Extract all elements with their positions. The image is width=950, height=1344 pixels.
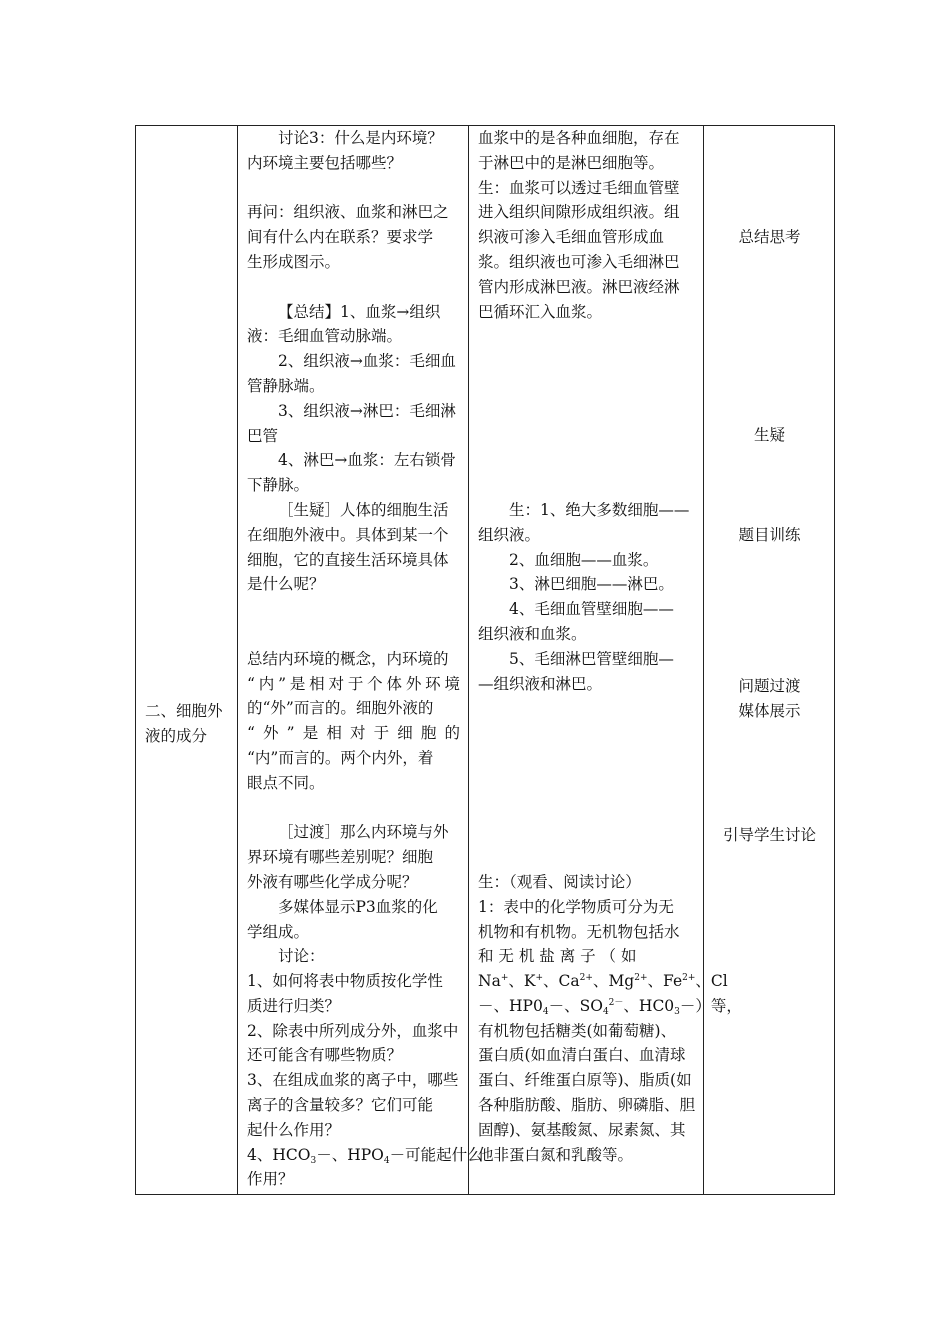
discussion-item: 1、如何将表中物质按化学性 bbox=[247, 972, 443, 991]
discussion-3-line: 讨论3：什么是内环境？ bbox=[278, 129, 443, 147]
student-answer-line: 巴循环汇入血浆。 bbox=[478, 302, 603, 321]
concept-line: 眼点不同。 bbox=[247, 773, 325, 792]
teacher-activity-cell bbox=[237, 126, 483, 1192]
doubt-line: 是什么呢？ bbox=[247, 575, 325, 594]
discussion-item: 4、$HCO_3-$、$HPO_4-$可能起什么 bbox=[247, 1145, 483, 1166]
followup-question-line: 再问：组织液、血浆和淋巴之 bbox=[247, 203, 449, 222]
student-answer-line: 有机物包括糖类(如葡萄糖)、 bbox=[478, 1021, 677, 1040]
intent-label: 题目训练 bbox=[738, 526, 801, 544]
discussion-title: 讨论： bbox=[278, 947, 325, 966]
doubt-line: 在细胞外液中。具体到某一个 bbox=[247, 525, 449, 544]
doubt-line: 细胞，它的直接生活环境具体 bbox=[247, 550, 449, 569]
discussion-item: 3、在组成血浆的离子中，哪些 bbox=[247, 1071, 459, 1090]
discussion-item: 2、除表中所列成分外，血浆中 bbox=[247, 1021, 459, 1040]
section-label bbox=[145, 699, 235, 749]
student-answer-line: 5、毛细淋巴管壁细胞— bbox=[509, 649, 674, 668]
summary-line: 4、淋巴→血浆：左右锁骨 bbox=[278, 451, 456, 470]
concept-line: 的“外”而言的。细胞外液的 bbox=[247, 699, 434, 718]
concept-line: “内”是相对于个体外环境 bbox=[247, 674, 460, 693]
student-answer-line: 浆。组织液也可渗入毛细淋巴 bbox=[478, 252, 680, 271]
student-answer-line: 1：表中的化学物质可分为无 bbox=[478, 897, 674, 916]
media-line: 学组成。 bbox=[247, 922, 310, 941]
summary-line: 2、组织液→血浆：毛细血 bbox=[278, 352, 456, 371]
student-activity-cell bbox=[468, 126, 742, 1167]
student-answer-line: 蛋白质(如血清白蛋白、血清球 bbox=[478, 1046, 686, 1065]
transition-line: 界环境有哪些差别呢？细胞 bbox=[247, 848, 434, 867]
summary-line: 管静脉端。 bbox=[247, 376, 325, 395]
summary-line: 3、组织液→淋巴：毛细淋 bbox=[278, 401, 456, 420]
student-answer-line: 各种脂肪酸、脂肪、卵磷脂、胆 bbox=[478, 1096, 696, 1115]
student-answer-line: 进入组织间隙形成组织液。组 bbox=[478, 203, 680, 222]
student-answer-line: 和 无 机 盐 离 子 （ 如 bbox=[478, 947, 637, 966]
discussion-item: 离子的含量较多？它们可能 bbox=[247, 1096, 434, 1115]
student-answer-line: 生：血浆可以透过毛细血管壁 bbox=[478, 178, 680, 197]
summary-line: 【总结】1、血浆→组织 bbox=[278, 302, 441, 321]
transition-line: ［过渡］那么内环境与外 bbox=[278, 823, 449, 842]
intent-label: 媒体展示 bbox=[738, 702, 801, 720]
doubt-line: ［生疑］人体的细胞生活 bbox=[278, 500, 449, 519]
student-answer-line: 他非蛋白氮和乳酸等。 bbox=[478, 1145, 634, 1164]
discussion-item: 作用？ bbox=[247, 1170, 294, 1189]
lesson-plan-table bbox=[135, 125, 835, 1195]
transition-line: 外液有哪些化学成分呢？ bbox=[247, 872, 418, 891]
student-answer-line: 组织液。 bbox=[478, 525, 541, 544]
summary-line: 液：毛细血管动脉端。 bbox=[247, 327, 403, 346]
ion-list-line: －、$HP0_4-$、$SO_4^{2-}$、$HC0_3-$）等， bbox=[478, 996, 742, 1017]
student-answer-line: —组织液和淋巴。 bbox=[478, 674, 603, 693]
student-answer-line: 2、血细胞——血浆。 bbox=[509, 550, 659, 569]
discussion-item: 质进行归类？ bbox=[247, 996, 341, 1015]
summary-line: 巴管 bbox=[247, 426, 279, 445]
followup-question-line: 间有什么内在联系？要求学 bbox=[247, 228, 434, 247]
intent-label: 问题过渡 bbox=[738, 677, 801, 695]
student-answer-line: 机物和有机物。无机物包括水 bbox=[478, 922, 680, 941]
student-answer-line: 4、毛细血管壁细胞—— bbox=[509, 600, 674, 619]
student-answer-line: 血浆中的是各种血细胞，存在 bbox=[478, 129, 680, 147]
student-answer-line: 固醇)、氨基酸氮、尿素氮、其 bbox=[478, 1120, 686, 1139]
intent-label: 引导学生讨论 bbox=[722, 826, 816, 844]
discussion-3-line: 内环境主要包括哪些？ bbox=[247, 153, 403, 172]
concept-line: “内”而言的。两个内外，着 bbox=[247, 748, 434, 767]
concept-line: “外”是相对于细胞的 bbox=[247, 724, 460, 743]
student-answer-line: 生：1、绝大多数细胞—— bbox=[509, 500, 690, 519]
followup-question-line: 生形成图示。 bbox=[247, 252, 341, 271]
discussion-item: 还可能含有哪些物质？ bbox=[247, 1046, 403, 1065]
ion-list-line: Na+、K+、$Ca^{2+}$、$Mg^{2+}$、$Fe^{2+}$、Cl bbox=[478, 972, 728, 991]
student-answer-line: 组织液和血浆。 bbox=[478, 624, 587, 643]
section-label-line: 液的成分 bbox=[145, 726, 208, 745]
concept-line: 总结内环境的概念，内环境的 bbox=[247, 649, 449, 668]
student-answer-line: 生：（观看、阅读讨论） bbox=[478, 872, 641, 891]
discussion-item: 起什么作用？ bbox=[247, 1120, 341, 1139]
design-intent-cell bbox=[703, 126, 836, 1194]
summary-line: 下静脉。 bbox=[247, 476, 310, 495]
student-answer-line: 于淋巴中的是淋巴细胞等。 bbox=[478, 153, 665, 172]
section-label-line: 二、细胞外 bbox=[145, 702, 223, 720]
student-answer-line: 管内形成淋巴液。淋巴液经淋 bbox=[478, 277, 680, 296]
student-answer-line: 蛋白、纤维蛋白原等)、脂质(如 bbox=[478, 1071, 692, 1090]
intent-label: 总结思考 bbox=[738, 228, 801, 246]
student-answer-line: 3、淋巴细胞——淋巴。 bbox=[509, 575, 674, 594]
media-line: 多媒体显示P3血浆的化 bbox=[278, 897, 438, 916]
student-answer-line: 织液可渗入毛细血管形成血 bbox=[478, 228, 665, 247]
intent-label: 生疑 bbox=[753, 426, 785, 444]
